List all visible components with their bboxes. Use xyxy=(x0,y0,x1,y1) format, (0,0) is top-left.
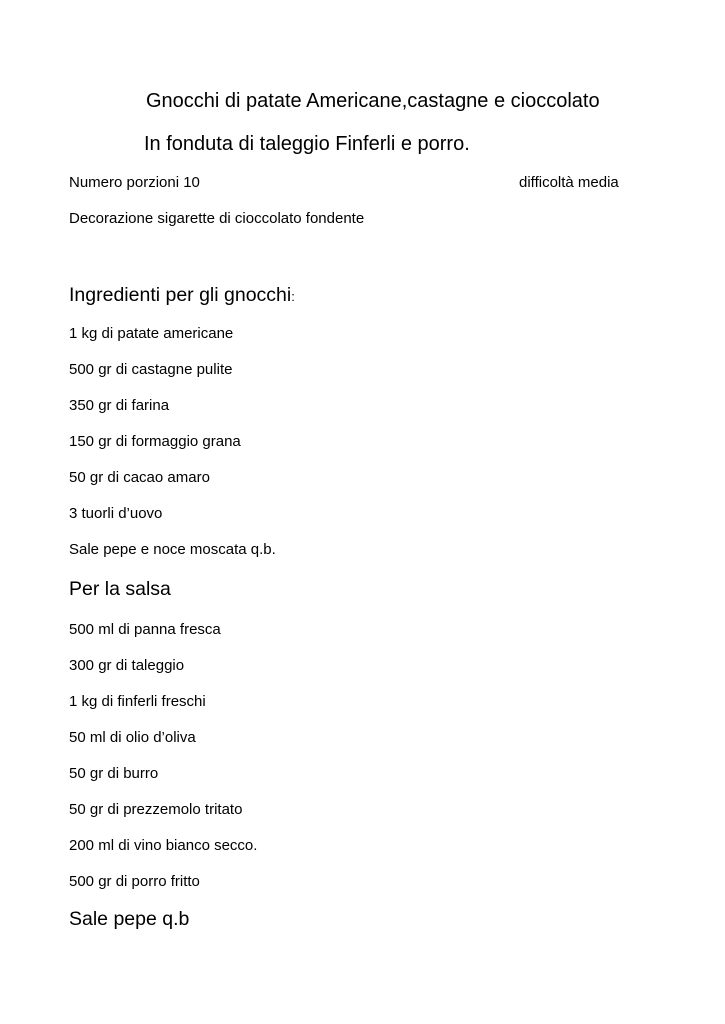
gnocchi-ingredient-item: 1 kg di patate americane xyxy=(69,325,234,342)
gnocchi-ingredient-item: 50 gr di cacao amaro xyxy=(69,469,210,486)
salsa-ingredient-item: 200 ml di vino bianco secco. xyxy=(69,837,258,854)
salsa-ingredient-item: 50 gr di prezzemolo tritato xyxy=(69,801,243,818)
gnocchi-ingredient-item: 350 gr di farina xyxy=(69,397,170,414)
salsa-ingredients-heading: Per la salsa xyxy=(69,578,171,600)
portions-text: Numero porzioni 10 xyxy=(69,174,200,191)
salsa-seasoning-line: Sale pepe q.b xyxy=(69,908,190,930)
salsa-ingredient-item: 1 kg di finferli freschi xyxy=(69,693,206,710)
salsa-ingredient-item: 500 gr di porro fritto xyxy=(69,873,200,890)
recipe-title-line-1: Gnocchi di patate Americane,castagne e cioccolato xyxy=(146,90,600,112)
gnocchi-ingredient-item: 500 gr di castagne pulite xyxy=(69,361,233,378)
gnocchi-ingredient-item: 3 tuorli d’uovo xyxy=(69,505,163,522)
recipe-title-line-2: In fonduta di taleggio Finferli e porro. xyxy=(144,133,470,155)
salsa-ingredient-item: 50 ml di olio d’oliva xyxy=(69,729,196,746)
difficulty-text: difficoltà media xyxy=(519,174,619,191)
gnocchi-ingredient-item: 150 gr di formaggio grana xyxy=(69,433,241,450)
gnocchi-heading-colon: : xyxy=(291,289,295,304)
gnocchi-heading-text: Ingredienti per gli gnocchi xyxy=(69,284,292,306)
salsa-ingredient-item: 300 gr di taleggio xyxy=(69,657,185,674)
gnocchi-ingredient-item: Sale pepe e noce moscata q.b. xyxy=(69,541,276,558)
salsa-ingredient-item: 50 gr di burro xyxy=(69,765,159,782)
gnocchi-ingredients-heading xyxy=(69,286,295,306)
salsa-ingredient-item: 500 ml di panna fresca xyxy=(69,621,221,638)
decoration-text: Decorazione sigarette di cioccolato fondente xyxy=(69,210,365,227)
